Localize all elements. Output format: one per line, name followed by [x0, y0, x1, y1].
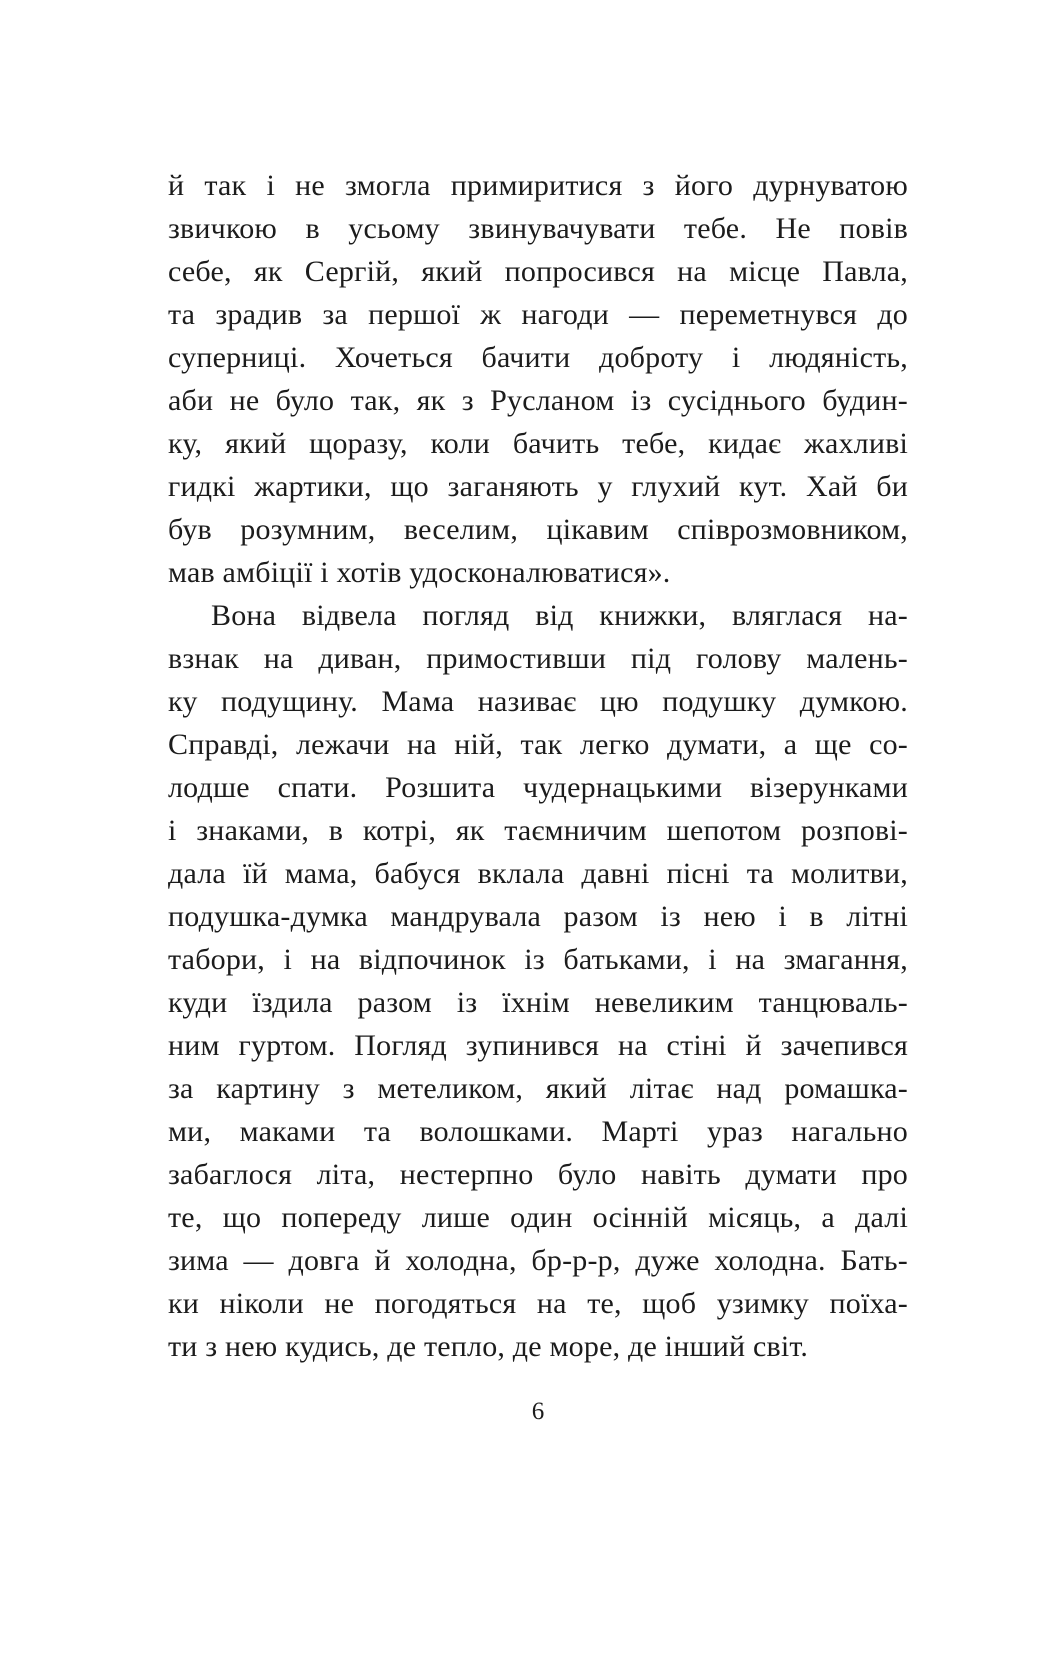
- text-line: гидкі жартики, що заганяють у глухий кут. Хай би: [168, 470, 908, 503]
- text-line: табори, і на відпочинок із батьками, і на змагання,: [168, 943, 908, 976]
- text-line: ним гуртом. Погляд зупинився на стіні й зачепився: [168, 1029, 908, 1062]
- text-line: взнак на диван, примостивши під голову малень-: [168, 642, 908, 675]
- text-line: ку, який щоразу, коли бачить тебе, кидає жахливі: [168, 427, 908, 460]
- text-line: дала їй мама, бабуся вклала давні пісні та молитви,: [168, 857, 908, 890]
- text-line: себе, як Сергій, який попросився на місце Павла,: [168, 255, 908, 288]
- text-line: за картину з метеликом, який літає над ромашка-: [168, 1072, 908, 1105]
- text-line: мав амбіції і хотів удосконалюватися».: [168, 556, 671, 589]
- text-line: був розумним, веселим, цікавим співрозмовником,: [168, 513, 908, 546]
- text-line: Вона відвела погляд від книжки, вляглася на-: [211, 599, 908, 632]
- paragraph: [168, 164, 908, 594]
- text-line: аби не було так, як з Русланом із сусіднього будин-: [168, 384, 908, 417]
- text-line: забаглося літа, нестерпно було навіть думати про: [168, 1158, 908, 1191]
- text-line: ти з нею кудись, де тепло, де море, де інший світ.: [168, 1330, 809, 1363]
- text-line: подушка-думка мандрувала разом із нею і в літні: [168, 900, 908, 933]
- text-line: ми, маками та волошками. Марті ураз нагально: [168, 1115, 908, 1148]
- text-line: й так і не змогла примиритися з його дурнуватою: [168, 169, 908, 202]
- text-block: [168, 164, 908, 1368]
- text-line: зима — довга й холодна, бр-р-р, дуже холодна. Бать-: [168, 1244, 908, 1277]
- text-line: лодше спати. Розшита чудернацькими візерунками: [168, 771, 908, 804]
- text-line: звичкою в усьому звинувачувати тебе. Не повів: [168, 212, 908, 245]
- page-number: 6: [531, 1398, 545, 1425]
- text-line: Справді, лежачи на ній, так легко думати, а ще со-: [168, 728, 908, 761]
- text-line: ку подущину. Мама називає цю подушку думкою.: [168, 685, 908, 718]
- text-line: те, що попереду лише один осінній місяць, а далі: [168, 1201, 908, 1234]
- text-line: куди їздила разом із їхнім невеликим танцюваль-: [168, 986, 908, 1019]
- text-line: ки ніколи не погодяться на те, щоб узимку поїха-: [168, 1287, 908, 1320]
- paragraph: [168, 594, 908, 1368]
- text-line: і знаками, в котрі, як таємничим шепотом розпові-: [168, 814, 908, 847]
- text-line: суперниці. Хочеться бачити доброту і людяність,: [168, 341, 908, 374]
- text-line: та зрадив за першої ж нагоди — переметнувся до: [168, 298, 908, 331]
